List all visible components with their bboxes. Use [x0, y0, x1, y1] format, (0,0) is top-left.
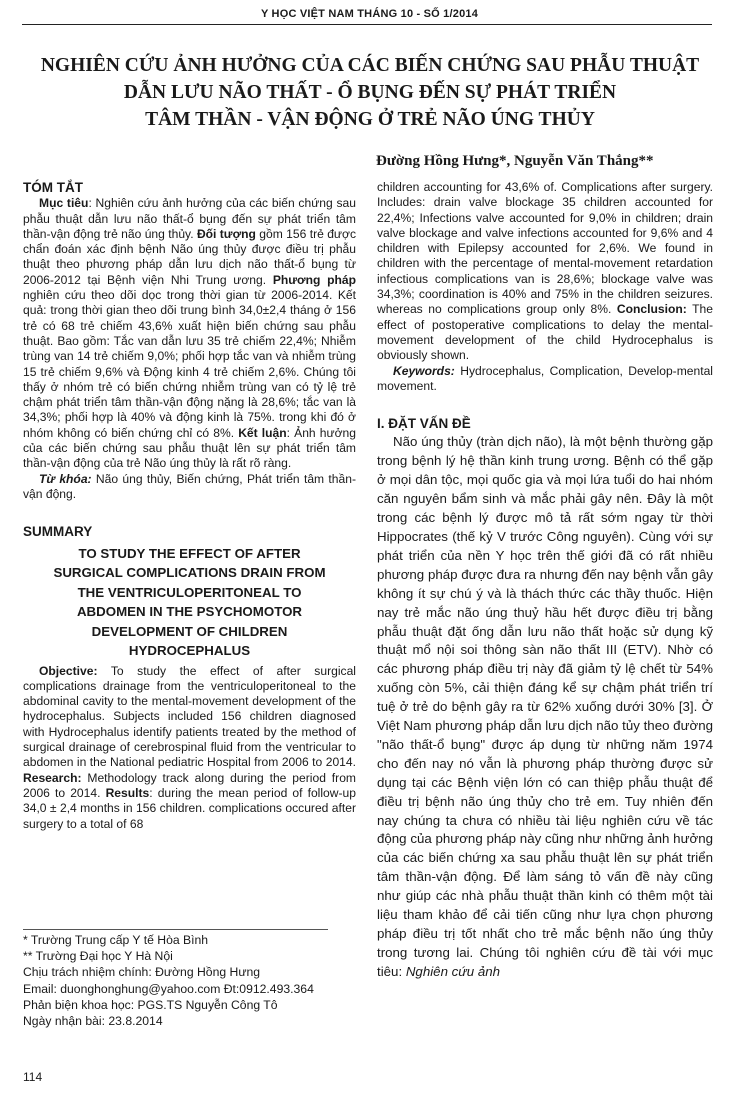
authors: Đường Hồng Hưng*, Nguyễn Văn Thắng**	[376, 153, 654, 169]
summary-continued	[377, 180, 713, 364]
summary-text-results: : during the mean period of follow-up 34,0 ± 2,4 months in 156 children. complications occured after surgery to a total of 68	[23, 785, 356, 831]
journal-header: Y HỌC VIỆT NAM THÁNG 10 - SỐ 1/2014	[260, 8, 479, 20]
summary-title-line-1: TO STUDY THE EFFECT OF AFTER	[78, 545, 301, 561]
tomtat-label-conclusion: Kết luận	[238, 425, 287, 440]
intro-paragraph	[377, 433, 713, 981]
summary-title	[23, 544, 356, 661]
page-number: 114	[23, 1070, 43, 1084]
summary-title-line-5: DEVELOPMENT OF CHILDREN	[91, 623, 288, 639]
tomtat-label-subjects: Đối tượng	[196, 226, 256, 241]
tomtat-text-1: : Nghiên cứu ảnh hưởng của các biến chứng sau phẫu thuật dẫn lưu não thất-ổ bụng đến sự phát triển tâm thần-vận động trẻ não úng thủy.	[23, 196, 356, 241]
summary-label-conclusion: Conclusion:	[616, 302, 687, 317]
summary-title-line-3: THE VENTRICULOPERITONEAL TO	[77, 584, 302, 600]
tomtat-text-4: : Ảnh hưởng của các biến chứng sau phẫu thuật lên sự phát triển tâm thần-vận động của trẻ Não úng thủy là rất rõ ràng.	[23, 425, 356, 471]
title-line-3: TÂM THẦN - VẬN ĐỘNG Ở TRẺ NÃO ÚNG THỦY	[145, 109, 595, 130]
summary-text-conclusion: The effect of postoperative complications to delay the mental-movement development of the child Hydrocephalus is obviously shown.	[377, 302, 714, 363]
title-line-2: DẪN LƯU NÃO THẤT - Ổ BỤNG ĐẾN SỰ PHÁT TRIỂN	[123, 82, 617, 103]
header-rule	[22, 24, 712, 25]
summary-text-objective: To study the effect of after surgical complications drainage from the ventriculoperitoneal to the abdominal cavity to the mental-movement development of the hydrocephalus. Subjects included 156 children diagnosed with Hydrocephalus identify patients treated by the method of surgical drainage of cerebrospinal fluid from the ventricular to abdomen in the National pediatric Hospital from 2006 to 2014.	[23, 663, 356, 770]
summary-heading: SUMMARY	[23, 524, 93, 540]
footnote-separator	[23, 929, 328, 930]
left-column	[23, 180, 356, 832]
summary-label-research: Research:	[23, 770, 82, 785]
summary-title-line-4: ABDOMEN IN THE PSYCHOMOTOR	[76, 604, 303, 620]
tomtat-text-3: nghiên cứu theo dõi dọc trong thời gian từ 2006-2014. Kết quả: trong thời gian theo dõi trung bình 34,0±2,4 tháng ở 156 trẻ có 68 trẻ chiếm 43,6% xuất hiện biến chứng sau phẫu thuật. Bao gồm: Tắc van dẫn lưu 35 trẻ chiếm 22,4%; Nhiễm trùng van 14 trẻ chiếm 9,0%; phối hợp tắc van và nhiễm trùng 15 trẻ chiếm 9,6% và Động kinh 4 trẻ chiếm 2,6%. Chúng tôi thấy ở nhóm trẻ có biến chứng nhiễm trùng van có tỷ lệ trẻ chậm phát triển tâm thần-vận động nặng là 28,6%; tắc van là 34,3%; phối hợp là 40% và động kinh là 75%. trong khi đó ở nhóm không có biến chứng chỉ có 8%.	[23, 288, 356, 440]
article-title	[20, 52, 720, 133]
title-line-1: NGHIÊN CỨU ẢNH HƯỞNG CỦA CÁC BIẾN CHỨNG SAU PHẪU THUẬT	[40, 55, 700, 76]
summary-keywords	[377, 364, 713, 395]
footnote-6: Ngày nhận bài: 23.8.2014	[23, 1014, 163, 1029]
footnote-1: * Trường Trung cấp Y tế Hòa Bình	[23, 933, 209, 947]
summary-keywords-label: Keywords:	[393, 363, 455, 378]
summary-text-research: Methodology track along during the period from 2006 to 2014.	[23, 770, 356, 800]
intro-text: Não úng thủy (tràn dịch não), là một bệnh thường gặp trong bệnh lý hệ thần kinh trung ương. Bệnh có thể gặp ở mọi dân tộc, mọi quốc gia và mọi lứa tuổi do hai nhóm căn nguyên bẩm sinh và mắc phải gây nên. Đây là một trong các bệnh lý được mô tả rất sớm ngay từ thời Hippocrates (thế kỷ V trước Công nguyên). Cùng với sự phát triển của nền Y học trên thế giới đã có rất nhiều phương pháp được đưa ra nhưng đến nay bệnh vẫn gây không ít sự chú ý và là thách thức các thầy thuốc. Hiện nay trẻ mắc não úng thuỷ hầu hết được điều trị bằng phẫu thuật đặt ống dẫn lưu não thất hoặc sử dụng kỹ thuật mổ nội soi thông sàn não thất III (ETV). Nhờ có các phương pháp điều trị này đã giảm tỷ lệ chết từ 54% xuống còn 5%, cải thiện đáng kể sự chậm phát triển trí tuệ ở trẻ do bệnh gây ra từ 62% xuống dưới 30% [3]. Ở Việt Nam phương pháp dẫn lưu dịch não tủy theo đường "não thất-ổ bụng" được áp dụng từ những năm 1974 cho đến nay nó vẫn là phương pháp thường được sử dụng tại các Bệnh viện lớn có can thiệp phẫu thuật để điều trị bệnh não úng thủy cho trẻ em. Tuy nhiên đến nay chúng ta chưa có nhiều tài liệu nghiên cứu về tác động của phương pháp này cũng như những ảnh hưởng của các biến chứng xa sau phẫu thuật lên sự phát triển tâm thần-vận động. Để làm sáng tỏ vấn đề này cũng như giúp các nhà phẫu thuật thần kinh có thêm một tài liệu tham khảo để cải tiến cũng như lựa chọn phương pháp điều trị tốt nhất cho trẻ mắc bệnh não úng thủy trong tương lai. Chúng tôi nghiên cứu đề tài với mục tiêu:	[377, 434, 713, 979]
summary-title-line-2: SURGICAL COMPLICATIONS DRAIN FROM	[53, 565, 326, 581]
summary-label-results: Results	[105, 785, 150, 800]
summary-paragraph	[23, 664, 356, 832]
intro-text-italic: Nghiên cứu ảnh	[405, 963, 501, 979]
tomtat-label-objective: Mục tiêu	[39, 196, 89, 211]
right-column	[377, 180, 713, 982]
footnote-2: ** Trường Đại học Y Hà Nội	[23, 949, 173, 964]
footnote-4: Email: duonghonghung@yahoo.com Đt:0912.493.364	[23, 981, 314, 996]
tomtat-paragraph	[23, 196, 356, 471]
tomtat-label-method: Phương pháp	[272, 272, 356, 287]
summary-keywords-text: Hydrocephalus, Complication, Develop-mental movement.	[377, 363, 713, 393]
tomtat-keywords	[23, 472, 356, 503]
tomtat-keywords-text: Não úng thủy, Biến chứng, Phát triển tâm thần-vận động.	[23, 471, 356, 501]
intro-heading: I. ĐẶT VẤN ĐỀ	[377, 416, 471, 432]
tomtat-heading: TÓM TẮT	[23, 180, 83, 195]
summary-title-line-6: HYDROCEPHALUS	[128, 643, 251, 659]
footnote-5: Phản biện khoa học: PGS.TS Nguyễn Công Tô	[23, 997, 278, 1012]
footnotes	[23, 932, 353, 1029]
tomtat-text-2: gồm 156 trẻ được chẩn đoán xác định bệnh Não úng thủy được điều trị phẫu thuật theo phương pháp dẫn lưu dịch não thất-ổ bụng từ 2006-2012 tại Bệnh viện Nhi Trung ương.	[23, 226, 357, 287]
tomtat-keywords-label: Từ khóa:	[39, 471, 92, 486]
footnote-3: Chịu trách nhiệm chính: Đường Hồng Hưng	[23, 965, 261, 980]
summary-label-objective: Objective:	[39, 663, 98, 678]
summary-text-continued: children accounting for 43,6% of. Complications after surgery. Includes: drain valve blockage 35 children accounted for 22,4%; Infections valve accounted for 9,0% in children; drain valve blockage and valve infections accounted for 9,6% and 4 children with Epilepsy accounted for 2,6%. We found in children with the percentage of mental-movement retardation infectious complications van is 28,6%; blockage valve was 34,3%; coordination is 40% and 75% in the children seizures. whereas no complications group only 8%.	[377, 180, 713, 317]
